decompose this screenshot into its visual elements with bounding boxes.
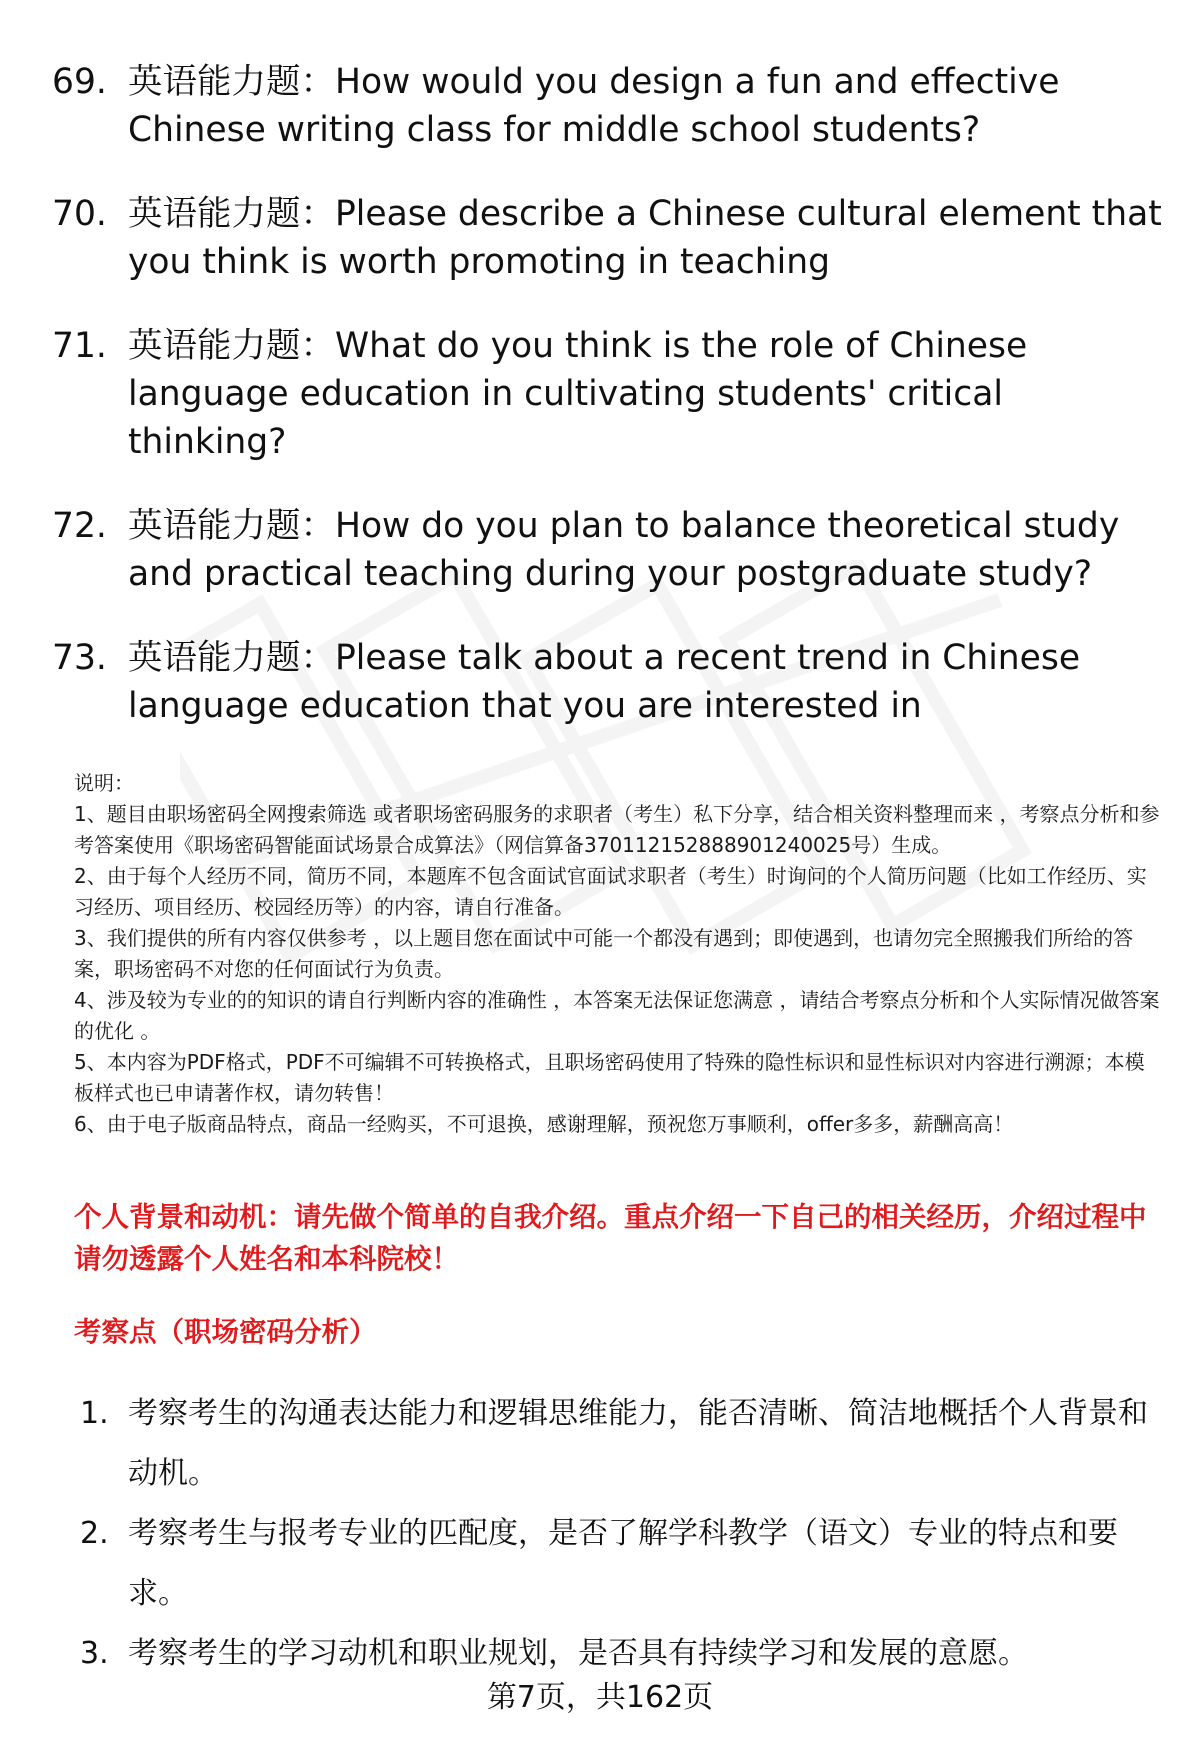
question-item [52,190,1162,286]
question-number: 73. [52,638,107,678]
note-line: 1、题目由职场密码全网搜索筛选 或者职场密码服务的求职者（考生）私下分享，结合相关资料整理而来 ，考察点分析和参考答案使用《职场密码智能面试场景合成算法》（网信算备370112152888901240025号）生成。 [74,802,1160,857]
note-line: 3、我们提供的所有内容仅供参考 ，以上题目您在面试中可能一个都没有遇到；即使遇到，也请勿完全照搬我们所给的答案，职场密码不对您的任何面试行为负责。 [74,926,1134,981]
question-number: 72. [52,506,107,546]
question-number: 70. [52,194,107,234]
point-number: 2. [80,1516,109,1551]
question-text: 英语能力题：How do you plan to balance theoretical study and practical teaching during your postgraduate study? [128,506,1120,594]
point-number: 1. [80,1396,109,1431]
point-text: 考察考生的沟通表达能力和逻辑思维能力，能否清晰、简洁地概括个人背景和动机。 [128,1396,1148,1491]
question-list [52,58,1162,766]
note-line: 6、由于电子版商品特点，商品一经购买，不可退换，感谢理解，预祝您万事顺利，offer多多，薪酬高高！ [74,1112,1014,1136]
question-item [52,322,1162,466]
note-line: 4、涉及较为专业的的知识的请自行判断内容的准确性 ，本答案无法保证您满意 ，请结合考察点分析和个人实际情况做答案的优化 。 [74,988,1160,1043]
analysis-point [80,1504,1170,1624]
question-item [52,58,1162,154]
question-text: 英语能力题：How would you design a fun and effective Chinese writing class for middle school students? [128,62,1060,150]
point-text: 考察考生的学习动机和职业规划，是否具有持续学习和发展的意愿。 [128,1636,1028,1671]
question-number: 69. [52,62,107,102]
question-text: 英语能力题：Please talk about a recent trend in Chinese language education that you are interested in [128,638,1081,726]
section-heading: 个人背景和动机：请先做个简单的自我介绍。重点介绍一下自己的相关经历，介绍过程中请勿透露个人姓名和本科院校！ [74,1201,1147,1275]
note-line: 5、本内容为PDF格式，PDF不可编辑不可转换格式，且职场密码使用了特殊的隐性标识和显性标识对内容进行溯源；本模板样式也已申请著作权，请勿转售！ [74,1050,1145,1105]
point-text: 考察考生与报考专业的匹配度，是否了解学科教学（语文）专业的特点和要求。 [128,1516,1118,1611]
question-text: 英语能力题：Please describe a Chinese cultural element that you think is worth promoting in teaching [128,194,1162,282]
question-number: 71. [52,326,107,366]
page-footer: 第7页，共162页 [486,1680,714,1715]
analysis-heading: 考察点（职场密码分析） [74,1316,377,1348]
analysis-point-list [80,1384,1170,1684]
question-text: 英语能力题：What do you think is the role of Chinese language education in cultivating students' critical thinking? [128,326,1028,462]
question-item [52,502,1162,598]
disclaimer-notes [74,768,1164,1140]
analysis-point [80,1624,1170,1684]
notes-title: 说明： [74,771,134,795]
analysis-point [80,1384,1170,1504]
point-number: 3. [80,1636,109,1671]
question-item [52,634,1162,730]
note-line: 2、由于每个人经历不同，简历不同，本题库不包含面试官面试求职者（考生）时询问的个人简历问题（比如工作经历、实习经历、项目经历、校园经历等）的内容，请自行准备。 [74,864,1147,919]
